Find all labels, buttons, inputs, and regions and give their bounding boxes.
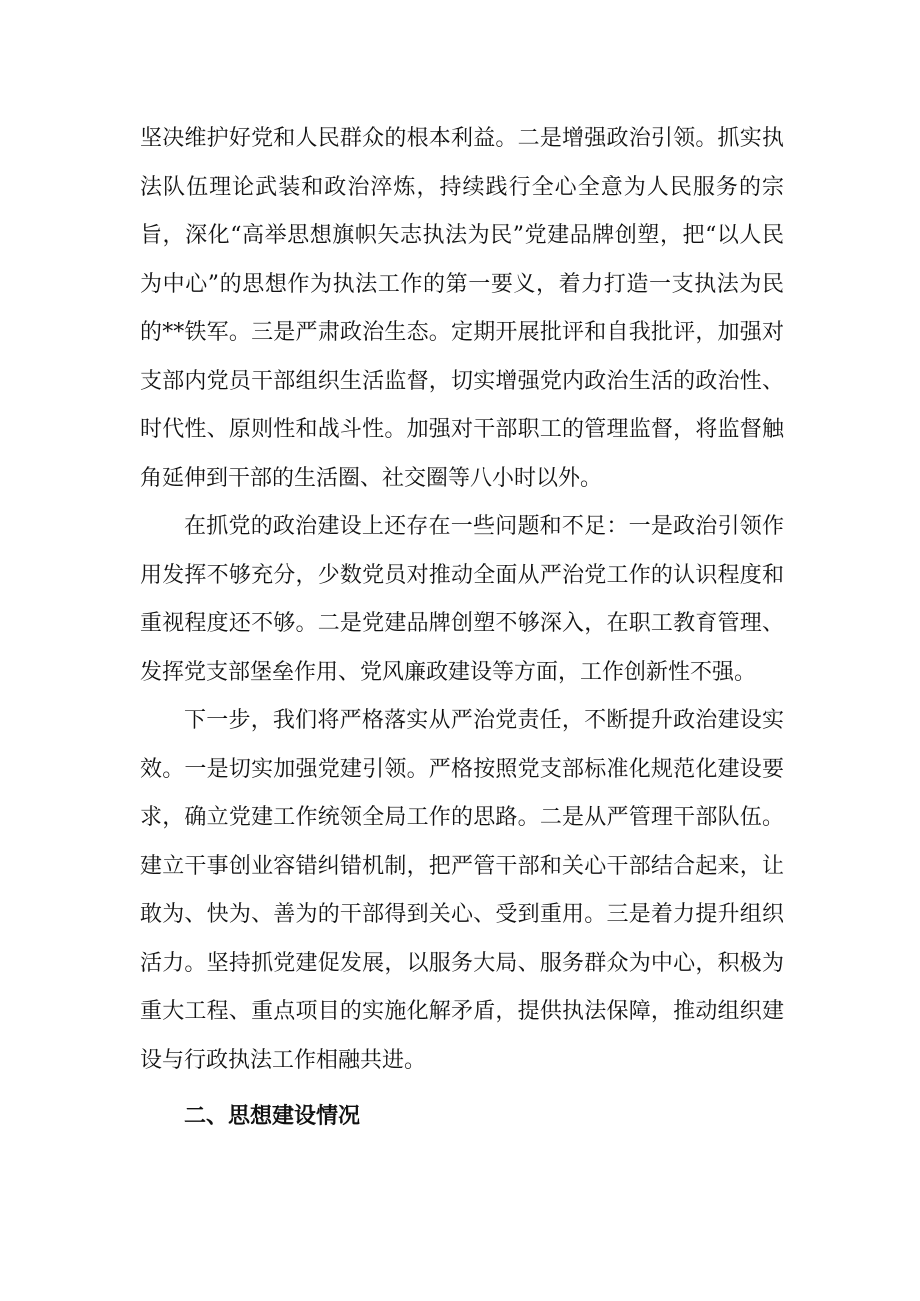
paragraph-next-steps: 下一步，我们将严格落实从严治党责任，不断提升政治建设实效。一是切实加强党建引领。严格按照党支部标准化规范化建设要求，确立党建工作统领全局工作的思路。二是从严管理干部队伍。建立干事创业容错纠错机制，把严管干部和关心干部结合起来，让敢为、快为、善为的干部得到关心、受到重用。三是着力提升组织活力。坚持抓党建促发展，以服务大局、服务群众为中心，积极为重大工程、重点项目的实施化解矛盾，提供执法保障，推动组织建设与行政执法工作相融共进。 bbox=[140, 708, 784, 1073]
paragraph-continuation: 坚决维护好党和人民群众的根本利益。二是增强政治引领。抓实执法队伍理论武装和政治淬炼，持续践行全心全意为人民服务的宗旨，深化“高举思想旗帜矢志执法为民”党建品牌创塑，把“以人民为中心”的思想作为执法工作的第一要义，着力打造一支执法为民的**铁军。三是严肃政治生态。定期开展批评和自我批评，加强对支部内党员干部组织生活监督，切实增强党内政治生活的政治性、时代性、原则性和战斗性。加强对干部职工的管理监督，将监督触角延伸到干部的生活圈、社交圈等八小时以外。 bbox=[140, 126, 784, 491]
paragraph-problems: 在抓党的政治建设上还存在一些问题和不足：一是政治引领作用发挥不够充分，少数党员对推动全面从严治党工作的认识程度和重视程度还不够。二是党建品牌创塑不够深入，在职工教育管理、发挥党支部堡垒作用、党风廉政建设等方面，工作创新性不强。 bbox=[140, 514, 784, 685]
document-body bbox=[140, 115, 784, 1142]
section-heading: 二、思想建设情况 bbox=[184, 1104, 361, 1129]
